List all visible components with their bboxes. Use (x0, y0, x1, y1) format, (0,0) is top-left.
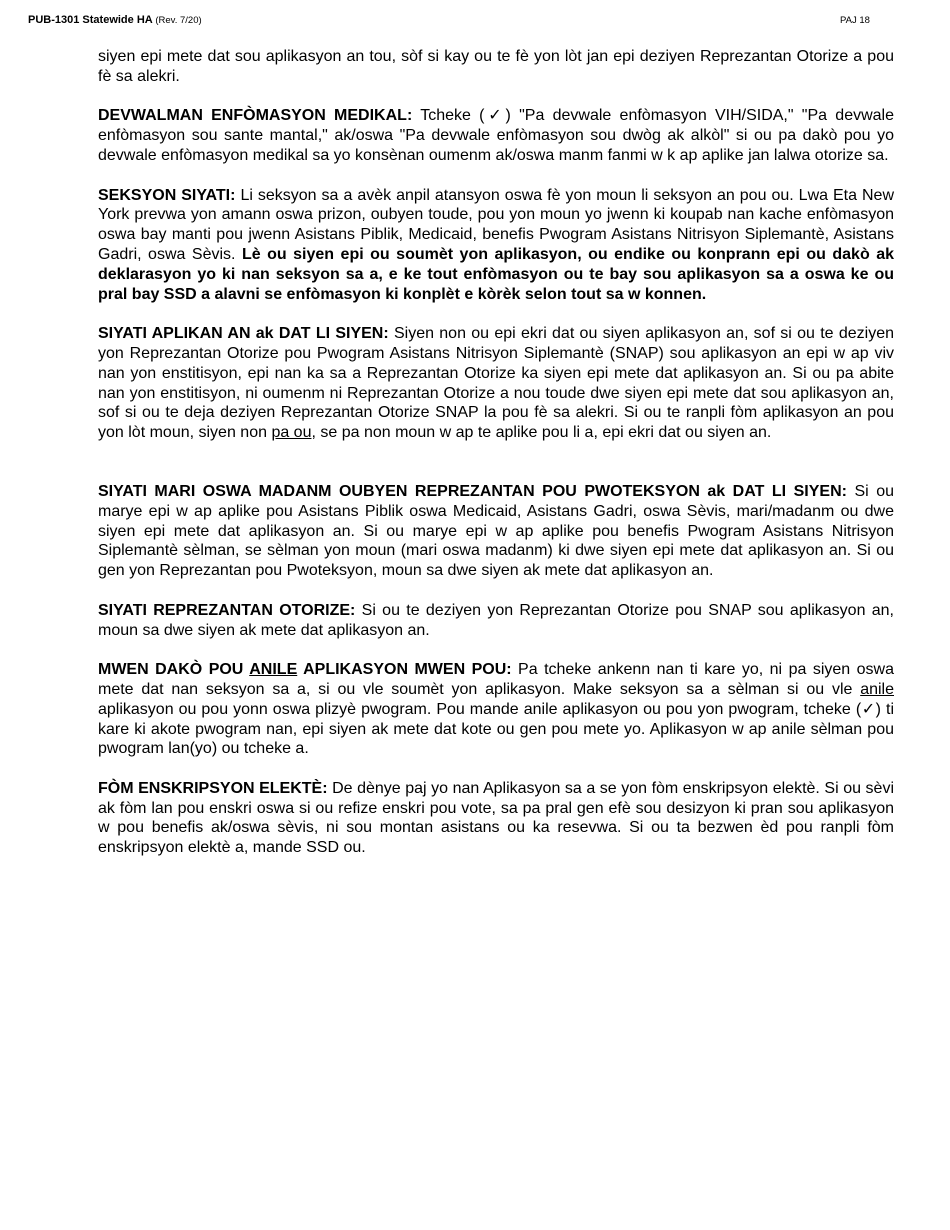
withdraw-heading-underlined: ANILE (249, 661, 298, 679)
signature-section-heading: SEKSYON SIYATI: (98, 186, 236, 204)
withdraw-text-b: aplikasyon ou pou yonn oswa plizyè pwogram. Pou mande anile aplikasyon ou pou yon pwogram, tcheke (✓) ti kare ki akote pwogram nan, epi siyen ak mete dat kote ou gen pou mete yo. Aplikasyon w ap anile sèlman pou pwogram lan(yo) ou tcheke a. (98, 700, 894, 758)
authorized-rep-paragraph (98, 601, 894, 641)
voter-registration-text: De dènye paj yo nan Aplikasyon sa a se yon fòm enskripsyon elektè. Si ou sèvi ak fòm lan pou enskri oswa si ou refize enskri pou vote, sa pa pral gen efè sou desizyon ki pran sou aplikasyon w pou benefis ak/oswa sèvis, ni sou montan asistans ou ka resevwa. Si ou ta bezwen èd pou ranpli fòm enskripsyon elektè a, mande SSD ou. (98, 779, 894, 857)
applicant-signature-text-b: , se pa non moun w ap te aplike pou li a, epi ekri dat ou siyen an. (311, 424, 772, 442)
withdraw-heading-a: MWEN DAKÒ POU (98, 661, 250, 679)
document-body (98, 47, 894, 878)
page-number: PAJ 18 (840, 15, 870, 26)
signature-section-text: Li seksyon sa a avèk anpil atansyon oswa fè yon moun li seksyon an pou ou. Lwa Eta New York prevwa yon amann oswa prizon, oubyen toude, pou yon moun yo jwenn ki koupab nan kache enfòmasyon oswa bay manti pou jwenn Asistans Piblik, Medicaid, benefis Pwogram Asistans Nitrisyon Siplemantè, Asistans Gadri, oswa Sèvis. (98, 186, 895, 263)
spouse-signature-heading: SIYATI MARI OSWA MADANM OUBYEN REPREZANTAN POU PWOTEKSYON ak DAT LI SIYEN: (98, 482, 847, 500)
form-id: PUB-1301 Statewide HA (28, 14, 153, 26)
authorized-rep-heading: SIYATI REPREZANTAN OTORIZE: (98, 601, 356, 619)
intro-paragraph (98, 47, 894, 87)
spouse-signature-text: Si ou marye epi w ap aplike pou Asistans Piblik oswa Medicaid, Asistans Gadri, oswa Sèvis, mari/madanm ou dwe siyen epi mete dat aplikasyon an. Si ou marye epi w ap aplike pou benefis Pwogram Asistans Nitrisyon Siplemantè sèlman, se sèlman yon moun (mari oswa madanm) ki dwe siyen epi mete dat aplikasyon an. Si ou gen yon Reprezantan pou Pwoteksyon, moun sa dwe siyen ak mete dat aplikasyon an. (98, 482, 894, 580)
spouse-signature-paragraph (98, 482, 894, 581)
applicant-signature-heading: SIYATI APLIKAN AN ak DAT LI SIYEN: (98, 325, 389, 343)
form-header (28, 14, 202, 26)
authorized-rep-text: Si ou te deziyen yon Reprezantan Otorize pou SNAP sou aplikasyon an, moun sa dwe siyen ak mete dat aplikasyon an. (98, 601, 894, 639)
applicant-signature-underlined: pa ou (271, 424, 312, 442)
withdraw-underlined: anile (860, 680, 894, 698)
withdraw-paragraph (98, 660, 894, 759)
medical-disclosure-heading: DEVWALMAN ENFÒMASYON MEDIKAL: (98, 107, 413, 125)
withdraw-heading-b: APLIKASYON MWEN POU: (297, 661, 512, 679)
withdraw-heading (98, 661, 512, 678)
applicant-signature-paragraph (98, 324, 894, 443)
form-revision: (Rev. 7/20) (155, 15, 202, 26)
intro-text: siyen epi mete dat sou aplikasyon an tou, sòf si kay ou te fè yon lòt jan epi deziyen Reprezantan Otorize a pou fè sa alekri. (98, 48, 894, 85)
medical-disclosure-text: Tcheke (✓) "Pa devwale enfòmasyon VIH/SIDA," "Pa devwale enfòmasyon sou sante mantal," ak/oswa "Pa devwale enfòmasyon sou dwòg ak alkòl" si ou pa dakò pou yo devwale enfòmasyon medikal sa yo konsènan oumenm ak/oswa manm fanmi w k ap aplike jan lalwa otorize sa. (98, 107, 894, 164)
voter-registration-paragraph (98, 779, 894, 858)
withdraw-text-a: Pa tcheke ankenn nan ti kare yo, ni pa siyen oswa mete dat nan seksyon sa a, si ou vle soumèt yon aplikasyon. Make seksyon sa a sèlman si ou vle (98, 661, 895, 698)
signature-section-bold-text: Lè ou siyen epi ou soumèt yon aplikasyon, ou endike ou konprann epi ou dakò ak deklarasyon yo ki nan seksyon sa a, e ke tout enfòmasyon ou te bay sou aplikasyon sa a oswa ke ou pral bay SSD a alavni se enfòmasyon ki konplèt e kòrèk selon tout sa w konnen. (98, 245, 894, 303)
voter-registration-heading: FÒM ENSKRIPSYON ELEKTÈ: (98, 779, 328, 797)
medical-disclosure-paragraph (98, 106, 894, 165)
applicant-signature-text-a: Siyen non ou epi ekri dat ou siyen aplikasyon an, sof si ou te deziyen yon Reprezantan Otorize pou Pwogram Asistans Nitrisyon Siplemantè (SNAP) sou aplikasyon an epi w ap viv nan yon enstitisyon, epi nan ka sa a Reprezantan Otorize ka siyen epi mete dat aplikasyon an. Si ou pa abite nan yon enstitisyon, ni oumenm ni Reprezantan Otorize a nou toude dwe siyen epi mete dat sou aplikasyon an, sof si ou te deja deziyen Reprezantan Otorize SNAP la pou fè sa alekri. Si ou te ranpli fòm aplikasyon an pou yon lòt moun, siyen non (98, 325, 894, 442)
signature-section-paragraph (98, 186, 894, 305)
